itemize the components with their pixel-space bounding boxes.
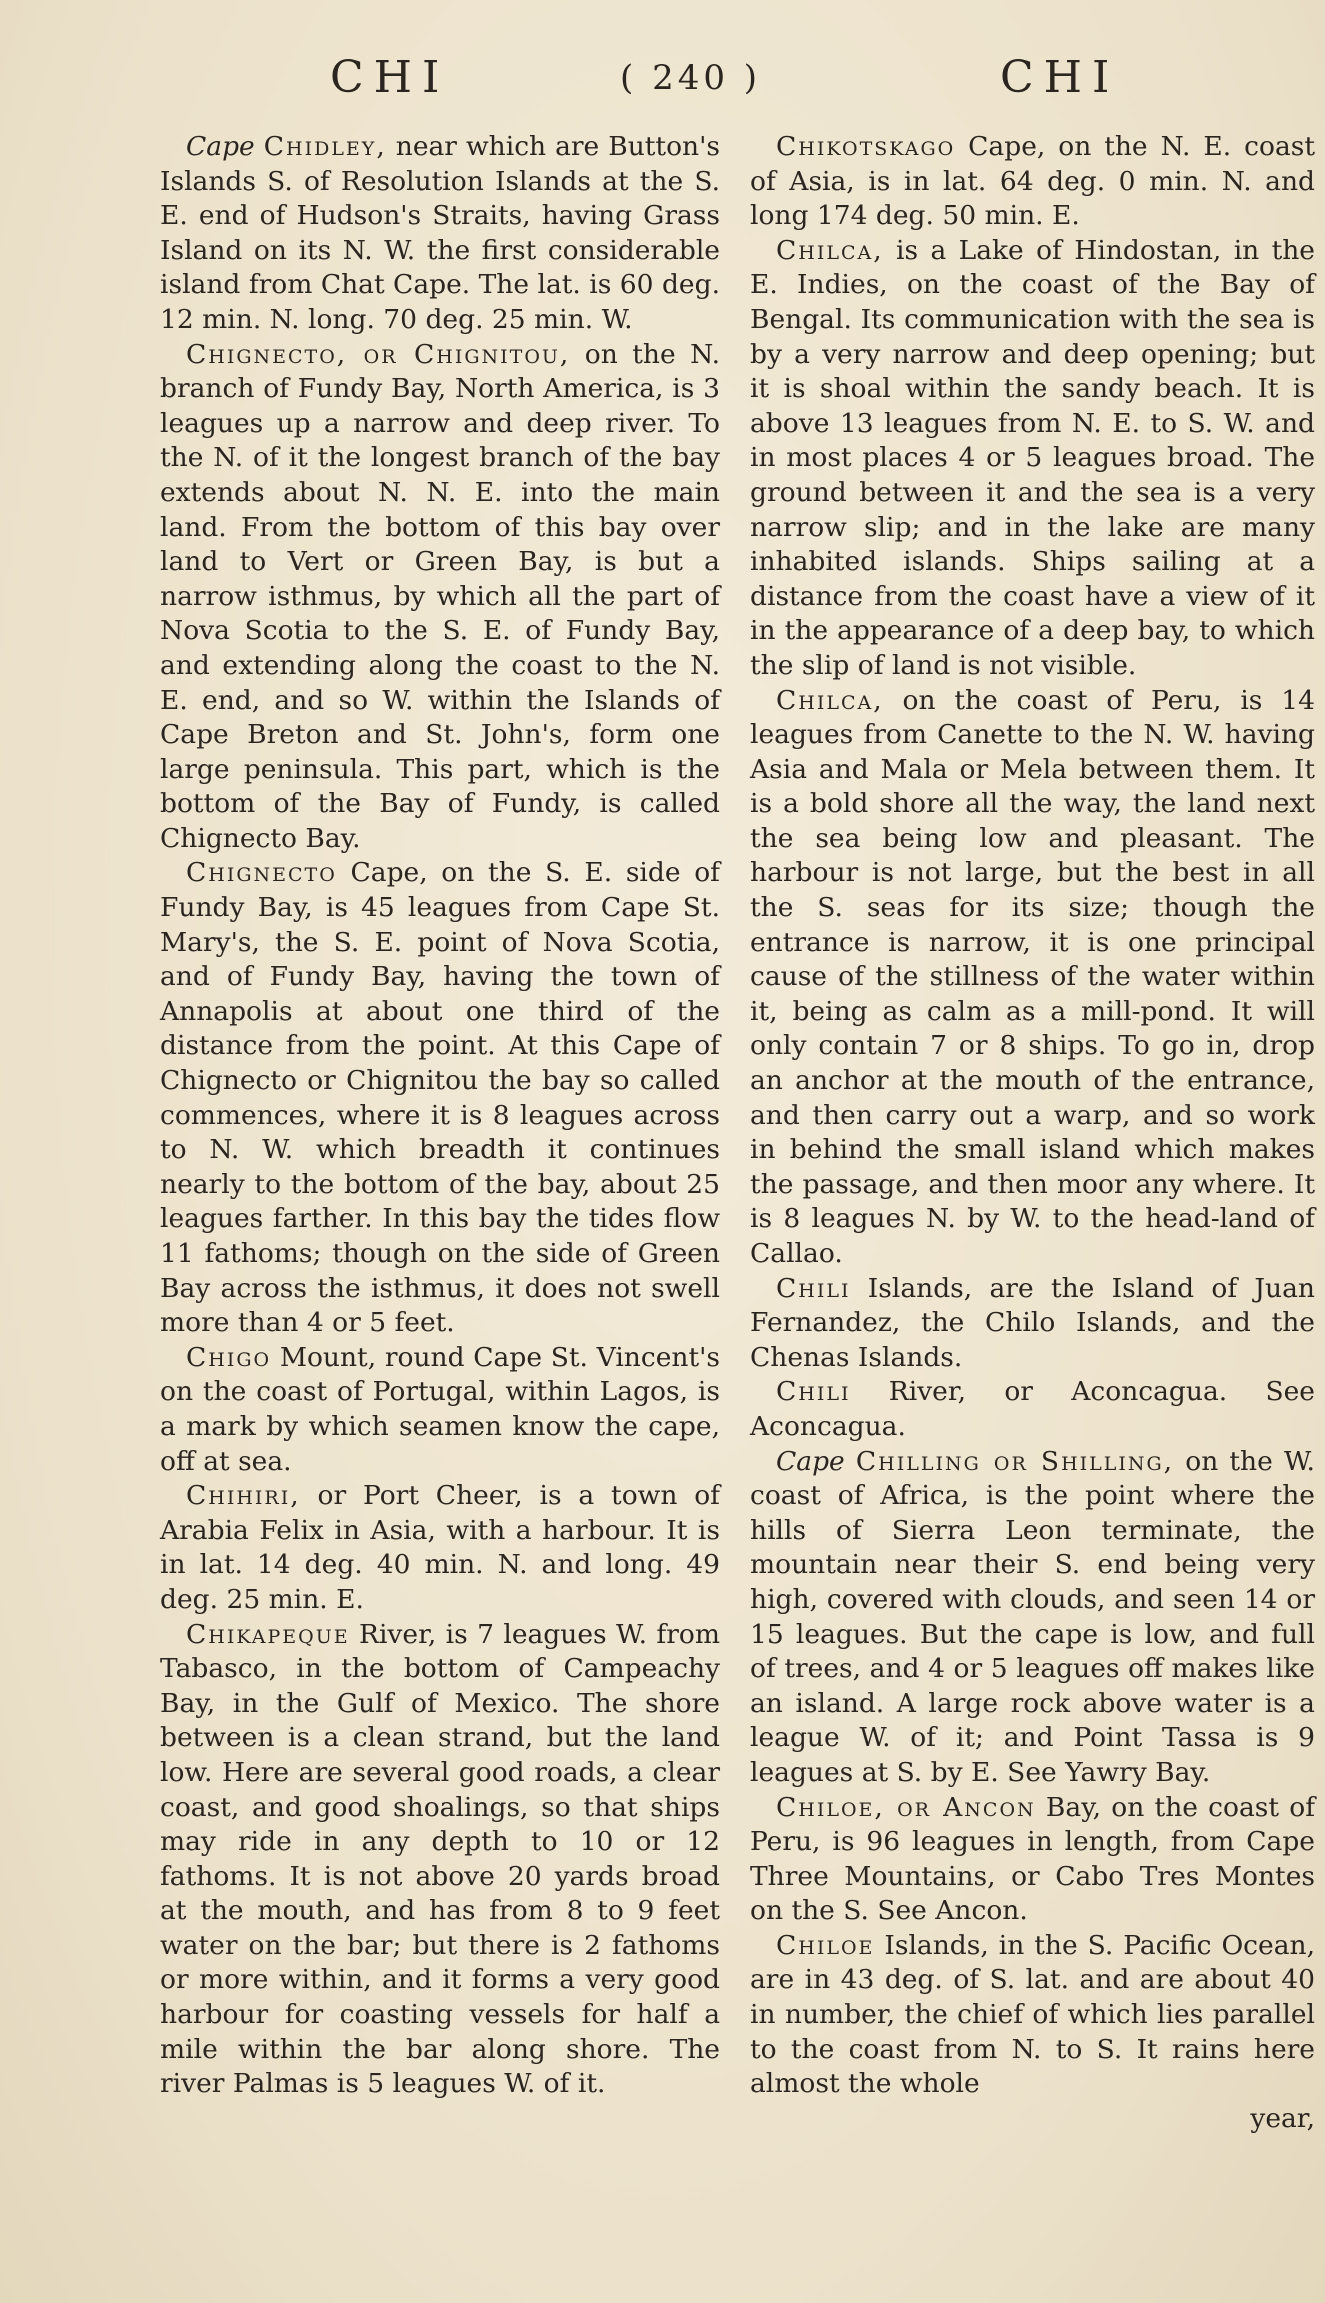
entry-headword: Chignecto, or Chignitou, [186, 338, 571, 370]
entry-text: Bay, on the coast of Peru, is 96 leagues in length, from Cape Three Mountains, or Cabo Tres Montes on the S. See Ancon. [750, 1791, 1315, 1927]
entry-text: River, is 7 leagues W. from Tabasco, in the bottom of Campeachy Bay, in the Gulf of Mexico. The shore between is a clean strand, but the land low. Here are several good roads, a clear coast, and good shoalings, so that ships may ride in any depth to 10 or 12 fathoms. It is not above 20 yards broad at the mouth, and has from 8 to 9 feet water on the bar; but there is 2 fathoms or more within, and it forms a very good harbour for coasting vessels for half a mile within the bar along shore. The river Palmas is 5 leagues W. of it. [160, 1618, 720, 2100]
entry-prefix: Cape [776, 1445, 856, 1477]
entry-chili-islands [750, 1272, 1315, 1376]
entry-chilca-peru [750, 684, 1315, 1272]
entry-chigo [160, 1341, 720, 1479]
entry-headword: Chili [776, 1272, 851, 1304]
left-column [160, 130, 720, 2102]
entry-chikapeque [160, 1618, 720, 2102]
entry-headword: Chignecto [186, 857, 337, 889]
entry-chignecto-chignitou [160, 338, 720, 857]
page-number: ( 240 ) [620, 58, 762, 98]
entry-text: on the W. coast of Africa, is the point where the hills of Sierra Leon terminate, the mountain near their S. end being very high, covered with clouds, and seen 14 or 15 leagues. But the cape is low, and full of trees, and 4 or 5 leagues off makes like an island. A large rock above water is a league W. of it; and Point Tassa is 9 leagues at S. by E. See Yawry Bay. [750, 1445, 1315, 1788]
entry-prefix: Cape [186, 131, 264, 162]
entry-chiloe-bay [750, 1791, 1315, 1929]
running-header [150, 52, 1300, 112]
entry-headword: Chikapeque [186, 1618, 350, 1650]
entry-chikotskago [750, 130, 1315, 234]
header-right-title: CHI [1000, 52, 1120, 103]
entry-chihiri [160, 1479, 720, 1617]
entry-text: Cape, on the S. E. side of Fundy Bay, is 45 leagues from Cape St. Mary's, the S. E. point of Nova Scotia, and of Fundy Bay, having the town of Annapolis at about one third of the distance from the point. At this Cape of Chignecto or Chignitou the bay so called commences, where it is 8 leagues across to N. W. which breadth it continues nearly to the bottom of the bay, about 25 leagues farther. In this bay the tides flow 11 fathoms; though on the side of Green Bay across the isthmus, it does not swell more than 4 or 5 feet. [160, 857, 720, 1339]
catchword: year, [1250, 2102, 1315, 2134]
entry-text: on the coast of Peru, is 14 leagues from Canette to the N. W. having Asia and Mala or Mela between them. It is a bold shore all the way, the land next the sea being low and pleasant. The harbour is not large, but the best in all the S. seas for its size; though the entrance is narrow, it is one principal cause of the stillness of the water within it, being as calm as a mill-pond. It will only contain 7 or 8 ships. To go in, drop an anchor at the mouth of the entrance, and then carry out a warp, and so work in behind the small island which makes the passage, and then moor any where. It is 8 leagues N. by W. to the head-land of Callao. [750, 684, 1315, 1269]
entry-text: River, or Aconcagua. See Aconcagua. [750, 1376, 1315, 1442]
entry-headword: Chilca, [776, 684, 884, 716]
entry-headword: Chihiri, [186, 1480, 301, 1512]
entry-text: Cape, on the N. E. coast of Asia, is in lat. 64 deg. 0 min. N. and long 174 deg. 50 min. E. [750, 131, 1315, 232]
entry-headword: Chikotskago [776, 131, 956, 162]
entry-headword: Chilling or Shilling, [855, 1445, 1175, 1477]
entry-text: Mount, round Cape St. Vincent's on the coast of Portugal, within Lagos, is a mark by which seamen know the cape, off at sea. [160, 1341, 720, 1477]
header-left-title: CHI [330, 52, 450, 103]
entry-chidley [160, 130, 720, 338]
entry-headword: Chili [776, 1376, 851, 1408]
entry-chignecto-cape [160, 856, 720, 1340]
entry-chili-river [750, 1375, 1315, 1444]
entry-chilca-lake [750, 234, 1315, 684]
entry-headword: Chiloe [776, 1929, 875, 1961]
entry-text: Islands, are the Island of Juan Fernandez, the Chilo Islands, and the Chenas Islands. [750, 1272, 1315, 1373]
entry-headword: Chigo [186, 1341, 272, 1373]
entry-text: or Port Cheer, is a town of Arabia Felix in Asia, with a harbour. It is in lat. 14 deg. 40 min. N. and long. 49 deg. 25 min. E. [160, 1480, 720, 1615]
entry-chiloe-islands [750, 1929, 1315, 2102]
right-column [750, 130, 1315, 2136]
entry-headword: Chiloe, or Ancon [776, 1791, 1036, 1823]
entry-headword: Chidley, [263, 131, 387, 162]
entry-text: on the N. branch of Fundy Bay, North America, is 3 leagues up a narrow and deep river. To the N. of it the longest branch of the bay extends about N. N. E. into the main land. From the bottom of this bay over land to Vert or Green Bay, is but a narrow isthmus, by which all the part of Nova Scotia to the S. E. of Fundy Bay, and extending along the coast to the N. E. end, and so W. within the Islands of Cape Breton and St. John's, form one large peninsula. This part, which is the bottom of the Bay of Fundy, is called Chignecto Bay. [160, 338, 720, 854]
entry-text: is a Lake of Hindostan, in the E. Indies, on the coast of the Bay of Bengal. Its communication with the sea is by a very narrow and deep opening; but it is shoal within the sandy beach. It is above 13 leagues from N. E. to S. W. and in most places 4 or 5 leagues broad. The ground between it and the sea is a very narrow slip; and in the lake are many inhabited islands. Ships sailing at a distance from the coast have a view of it in the appearance of a deep bay, to which the slip of land is not visible. [750, 234, 1315, 681]
entry-text: near which are Button's Islands S. of Resolution Islands at the S. E. end of Hudson's Straits, having Grass Island on its N. W. the first considerable island from Chat Cape. The lat. is 60 deg. 12 min. N. long. 70 deg. 25 min. W. [160, 131, 720, 335]
entry-headword: Chilca, [776, 234, 884, 266]
entry-text: Islands, in the S. Pacific Ocean, are in 43 deg. of S. lat. and are about 40 in number, the chief of which lies parallel to the coast from N. to S. It rains here almost the whole [750, 1929, 1315, 2100]
entry-chilling [750, 1445, 1315, 1791]
